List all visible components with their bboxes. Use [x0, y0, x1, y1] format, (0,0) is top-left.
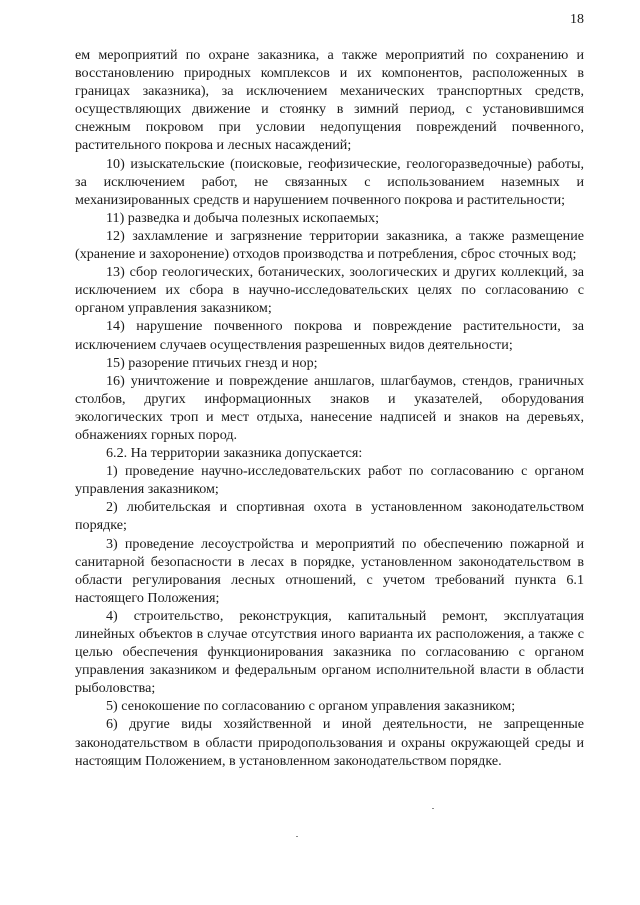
paragraph: 10) изыскательские (поисковые, геофизические, геологоразведочные) работы, за исключением работ, не связанных с использованием наземных и механизированных средств и нарушением почвенного покрова и растительности; [75, 155, 584, 208]
paragraph: 3) проведение лесоустройства и мероприятий по обеспечению пожарной и санитарной безопасности в лесах в порядке, установленном законодательством в области регулирования лесных отношений, с учетом требований пункта 6.1 настоящего Положения; [75, 535, 584, 606]
paragraph: 12) захламление и загрязнение территории заказника, а также размещение (хранение и захоронение) отходов производства и потребления, сброс сточных вод; [75, 227, 584, 263]
paragraph: 1) проведение научно-исследовательских работ по согласованию с органом управления заказником; [75, 463, 584, 498]
paragraph: 2) любительская и спортивная охота в установленном законодательством порядке; [75, 499, 584, 534]
paragraph: 15) разорение птичьих гнезд и нор; [106, 354, 318, 371]
paragraph: 6) другие виды хозяйственной и иной деятельности, не запрещенные законодательством в области природопользования и охраны окружающей среды и настоящим Положением, в установленном законодательством порядке. [75, 716, 584, 769]
paragraph: 5) сенокошение по согласованию с органом управления заказником; [106, 698, 516, 715]
paragraph: ем мероприятий по охране заказника, а также мероприятий по сохранению и восстановлению природных комплексов и их компонентов, расположенных в границах заказника), за исключением механических транспортных средств, осуществляющих движение и стоянку в зимний период, с установившимся снежным покровом при условии недопущения повреждений почвенного, растительного покрова и лесных насаждений; [75, 47, 584, 154]
scan-speck [432, 808, 434, 809]
scan-speck [296, 836, 298, 837]
body-text [75, 46, 584, 770]
paragraph: 13) сбор геологических, ботанических, зоологических и других коллекций, за исключением их сбора в научно-исследовательских целях по согласованию с органом управления заказником; [75, 264, 584, 317]
paragraph: 6.2. На территории заказника допускается: [106, 445, 363, 462]
paragraph: 11) разведка и добыча полезных ископаемых; [106, 209, 380, 226]
paragraph: 4) строительство, реконструкция, капитальный ремонт, эксплуатация линейных объектов в случае отсутствия иного варианта их расположения, а также с целью обеспечения функционирования заказника по согласованию с органом управления заказником и федеральным органом исполнительной власти в области рыболовства; [75, 607, 584, 697]
paragraph: 16) уничтожение и повреждение аншлагов, шлагбаумов, стендов, граничных столбов, других информационных знаков и указателей, оборудования экологических троп и мест отдыха, нанесение надписей и знаков на деревьях, обнажениях горных пород. [75, 372, 584, 443]
page-number: 18 [570, 12, 584, 27]
paragraph: 14) нарушение почвенного покрова и повреждение растительности, за исключением случаев осуществления разрешенных видов деятельности; [75, 318, 584, 353]
